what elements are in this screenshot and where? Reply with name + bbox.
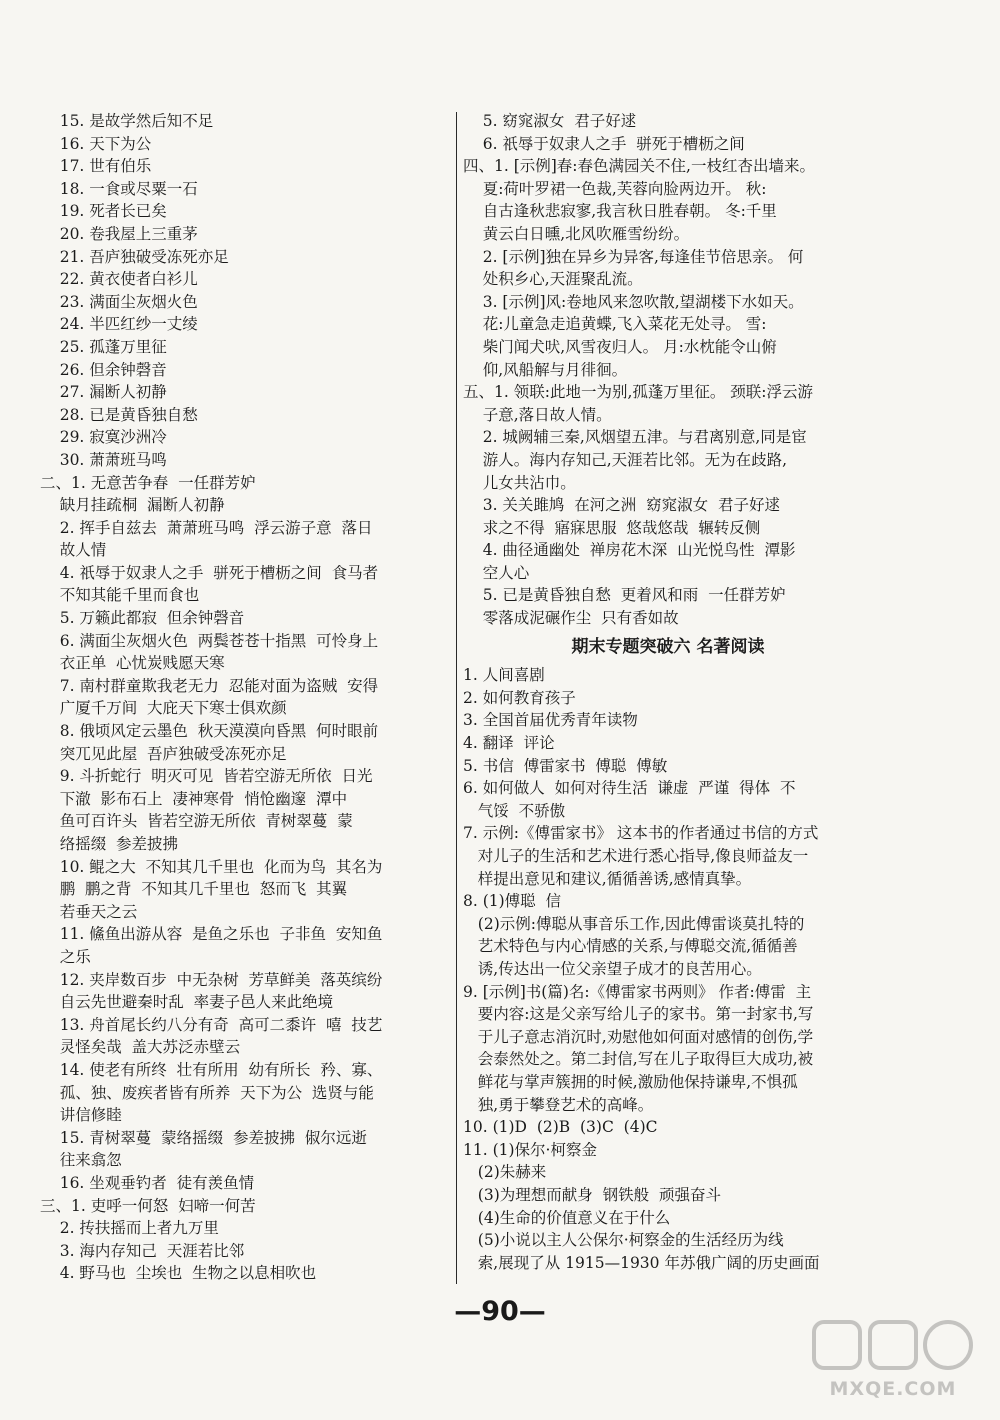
left-column-line: 故人情 — [40, 541, 107, 560]
left-column-line: 2. 挥手自兹去 萧萧班马鸣 浮云游子意 落日 — [40, 518, 373, 537]
left-column-line: 8. 俄顷风定云墨色 秋天漠漠向昏黑 何时眼前 — [40, 722, 379, 741]
right-column-top-line: 空人心 — [463, 563, 530, 582]
watermark-logo — [808, 1314, 978, 1400]
right-column-bottom-line: 样提出意见和建议,循循善诱,感情真挚。 — [463, 869, 752, 888]
left-column-line: 19. 死者长已矣 — [40, 202, 167, 221]
left-column-line: 20. 卷我屋上三重茅 — [40, 224, 198, 243]
right-column-bottom — [463, 664, 873, 1274]
left-column-line: 10. 鲲之大 不知其几千里也 化而为鸟 其名为 — [40, 857, 383, 876]
left-column-line: 29. 寂寞沙洲冷 — [40, 428, 167, 447]
right-column-top-line: 处积乡心,天涯聚乱流。 — [463, 270, 643, 289]
right-column-bottom-line: (2)示例:傅聪从事音乐工作,因此傅雷谈莫扎特的 — [463, 914, 805, 933]
right-column-bottom-line: 11. (1)保尔·柯察金 — [463, 1140, 597, 1159]
left-column-line: 16. 天下为公 — [40, 134, 152, 153]
right-column-bottom-line: 8. (1)傅聪 信 — [463, 892, 562, 911]
right-column-bottom-line: 艺术特色与内心情感的关系,与傅聪交流,循循善 — [463, 937, 798, 956]
left-column-line: 12. 夹岸数百步 中无杂树 芳草鲜美 落英缤纷 — [40, 970, 383, 989]
right-column-bottom-line: (2)朱赫来 — [463, 1163, 547, 1182]
right-column-bottom-line: 对儿子的生活和艺术进行悉心指导,像良师益友一 — [463, 847, 809, 865]
right-column-bottom-line: 要内容:这是父亲写给儿子的家书。第一封家书,写 — [463, 1005, 814, 1024]
right-column-top-line: 仰,风船解与月徘徊。 — [463, 360, 628, 379]
left-column-line: 22. 黄衣使者白衫儿 — [40, 270, 198, 289]
left-column-line: 4. 祇辱于奴隶人之手 骈死于槽枥之间 食马者 — [40, 563, 379, 582]
right-column-top-line: 儿女共沾巾。 — [463, 473, 576, 492]
left-column-line: 灵怪矣哉 盖大苏泛赤壁云 — [40, 1038, 241, 1057]
right-column-bottom-line: 鲜花与掌声簇拥的时候,激励他保持谦卑,不惧孤 — [463, 1072, 798, 1091]
right-column-bottom-line: 2. 如何教育孩子 — [463, 688, 576, 707]
left-column-line: 6. 满面尘灰烟火色 两鬓苍苍十指黑 可怜身上 — [40, 631, 379, 650]
right-column-bottom-line: 4. 翻译 评论 — [463, 734, 555, 753]
column-divider — [456, 112, 457, 1284]
left-column-line: 衣正单 心忧炭贱愿天寒 — [40, 654, 225, 673]
right-column-top-line: 3. [示例]风:卷地风来忽吹散,望湖楼下水如天。 — [463, 292, 804, 311]
left-column-line: 突兀见此屋 吾庐独破受冻死亦足 — [40, 744, 287, 763]
right-column-bottom-line: 独,勇于攀登艺术的高峰。 — [463, 1095, 654, 1114]
left-column-line: 下澈 影布石上 凄神寒骨 悄怆幽邃 潭中 — [40, 789, 348, 808]
left-column-line: 2. 抟扶摇而上者九万里 — [40, 1219, 219, 1238]
left-column-line: 不知其能千里而食也 — [40, 586, 200, 605]
right-column-bottom-line: (3)为理想而献身 钢铁般 顽强奋斗 — [463, 1185, 721, 1204]
right-column-top-line: 自古逢秋悲寂寥,我言秋日胜春朝。 冬:千里 — [463, 202, 777, 221]
right-column-bottom-line: (5)小说以主人公保尔·柯察金的生活经历为线 — [463, 1231, 784, 1250]
right-column-bottom-line: 诱,传达出一位父亲望子成才的良苦用心。 — [463, 959, 762, 978]
left-column-line: 21. 吾庐独破受冻死亦足 — [40, 247, 229, 266]
left-column-line: 24. 半匹红纱一丈绫 — [40, 315, 198, 334]
right-column-bottom-line: 10. (1)D (2)B (3)C (4)C — [463, 1118, 658, 1137]
left-column — [40, 110, 450, 1285]
right-column-bottom-line: 会泰然处之。第二封信,写在儿子取得巨大成功,被 — [463, 1050, 814, 1069]
left-column-line: 自云先世避秦时乱 率妻子邑人来此绝境 — [40, 993, 334, 1012]
watermark-text: MXQE.COM — [829, 1378, 957, 1400]
left-column-line: 13. 舟首尾长约八分有奇 高可二黍许 嘻 技艺 — [40, 1015, 383, 1034]
left-column-line: 3. 海内存知己 天涯若比邻 — [40, 1241, 245, 1260]
left-column-line: 30. 萧萧班马鸣 — [40, 450, 167, 469]
right-column-bottom-line: 3. 全国首届优秀青年读物 — [463, 711, 638, 730]
left-column-line: 27. 漏断人初静 — [40, 383, 167, 402]
right-column-top-line: 黄云白日曛,北风吹雁雪纷纷。 — [463, 224, 690, 243]
right-column-bottom-line: 6. 如何做人 如何对待生活 谦虚 严谨 得体 不 — [463, 779, 796, 798]
left-column-line: 18. 一食或尽粟一石 — [40, 179, 198, 198]
right-column-bottom-line: (4)生命的价值意义在于什么 — [463, 1208, 671, 1227]
right-column-bottom-line: 气馁 不骄傲 — [463, 801, 566, 820]
left-column-line: 缺月挂疏桐 漏断人初静 — [40, 496, 225, 515]
left-column-line: 广厦千万间 大庇天下寒士俱欢颜 — [40, 699, 287, 718]
right-column-top-line: 5. 窈窕淑女 君子好逑 — [463, 112, 637, 130]
right-column-top-line: 5. 已是黄昏独自愁 更着风和雨 一任群芳妒 — [463, 586, 786, 605]
left-column-line: 17. 世有伯乐 — [40, 157, 152, 176]
left-column-line: 26. 但余钟磬音 — [40, 360, 167, 379]
left-column-line: 16. 坐观垂钓者 徒有羡鱼情 — [40, 1173, 255, 1192]
left-column-line: 15. 是故学然后知不足 — [40, 112, 214, 130]
right-column-top-line: 五、1. 领联:此地一为别,孤蓬万里征。 颈联:浮云游 — [463, 383, 814, 402]
right-column-top-line: 花:儿童急走追黄蝶,飞入菜花无处寻。 雪: — [463, 315, 767, 334]
right-column-top-line: 6. 祇辱于奴隶人之手 骈死于槽枥之间 — [463, 134, 745, 153]
left-column-line: 28. 已是黄昏独自愁 — [40, 405, 198, 424]
left-column-line: 鱼可百许头 皆若空游无所依 青树翠蔓 蒙 — [40, 812, 353, 831]
right-column-bottom-line: 索,展现了从 1915—1930 年苏俄广阔的历史画面 — [463, 1253, 820, 1272]
watermark-icon — [808, 1314, 978, 1378]
right-column-bottom-line: 5. 书信 傅雷家书 傅聪 傅敏 — [463, 756, 668, 775]
left-column-line: 若垂天之云 — [40, 902, 138, 921]
left-column-line: 往来翕忽 — [40, 1151, 122, 1170]
left-column-line: 7. 南村群童欺我老无力 忍能对面为盗贼 安得 — [40, 676, 379, 695]
left-column-line: 5. 万籁此都寂 但余钟磬音 — [40, 609, 245, 628]
right-column-top-line: 游人。海内存知己,天涯若比邻。无为在歧路, — [463, 450, 788, 469]
right-column-bottom-line: 9. [示例]书(篇)名:《傅雷家书两则》 作者:傅雷 主 — [463, 982, 812, 1001]
right-column-top — [463, 110, 873, 630]
left-column-line: 15. 青树翠蔓 蒙络摇缀 参差披拂 俶尔远逝 — [40, 1128, 367, 1147]
left-column-line: 14. 使老有所终 壮有所用 幼有所长 矜、寡、 — [40, 1060, 383, 1079]
right-column — [463, 110, 873, 1274]
left-column-line: 之乐 — [40, 947, 91, 966]
right-column-top-line: 四、1. [示例]春:春色满园关不住,一枝红杏出墙来。 — [463, 157, 815, 176]
left-column-line: 络摇缀 参差披拂 — [40, 835, 179, 853]
left-column-line: 三、1. 吏呼一何怒 妇啼一何苦 — [40, 1196, 256, 1215]
left-column-line: 11. 鯈鱼出游从容 是鱼之乐也 子非鱼 安知鱼 — [40, 925, 383, 944]
right-column-top-line: 3. 关关雎鸠 在河之洲 窈窕淑女 君子好逑 — [463, 496, 780, 515]
right-column-bottom-line: 于儿子意志消沉时,劝慰他如何面对感情的创伤,学 — [463, 1027, 814, 1046]
right-column-top-line: 求之不得 寤寐思服 悠哉悠哉 辗转反侧 — [463, 518, 761, 537]
right-column-top-line: 零落成泥碾作尘 只有香如故 — [463, 609, 679, 628]
left-column-line: 9. 斗折蛇行 明灭可见 皆若空游无所依 日光 — [40, 767, 373, 786]
right-column-top-line: 2. 城阙辅三秦,风烟望五津。与君离别意,同是宦 — [463, 428, 807, 447]
right-column-top-line: 4. 曲径通幽处 禅房花木深 山光悦鸟性 潭影 — [463, 541, 796, 560]
left-column-line: 孤、独、废疾者皆有所养 天下为公 选贤与能 — [40, 1083, 374, 1102]
right-column-top-line: 子意,落日故人情。 — [463, 405, 612, 424]
right-column-bottom-line: 7. 示例:《傅雷家书》 这本书的作者通过书信的方式 — [463, 824, 819, 843]
page-number: —90— — [454, 1296, 546, 1327]
left-column-line: 23. 满面尘灰烟火色 — [40, 292, 198, 311]
left-column-line: 二、1. 无意苦争春 一任群芳妒 — [40, 473, 256, 492]
section-title: 期末专题突破六 名著阅读 — [571, 636, 765, 657]
right-column-top-line: 柴门闻犬吠,风雪夜归人。 月:水枕能令山俯 — [463, 337, 777, 356]
left-column-line: 讲信修睦 — [40, 1106, 122, 1125]
left-column-line: 25. 孤蓬万里征 — [40, 337, 167, 356]
left-column-line: 鹏 鹏之背 不知其几千里也 怒而飞 其翼 — [40, 880, 348, 899]
left-column-line: 4. 野马也 尘埃也 生物之以息相吹也 — [40, 1264, 317, 1283]
right-column-top-line: 夏:荷叶罗裙一色裁,芙蓉向脸两边开。 秋: — [463, 179, 767, 198]
right-column-top-line: 2. [示例]独在异乡为异客,每逢佳节倍思亲。 何 — [463, 247, 804, 266]
right-column-bottom-line: 1. 人间喜剧 — [463, 666, 545, 685]
